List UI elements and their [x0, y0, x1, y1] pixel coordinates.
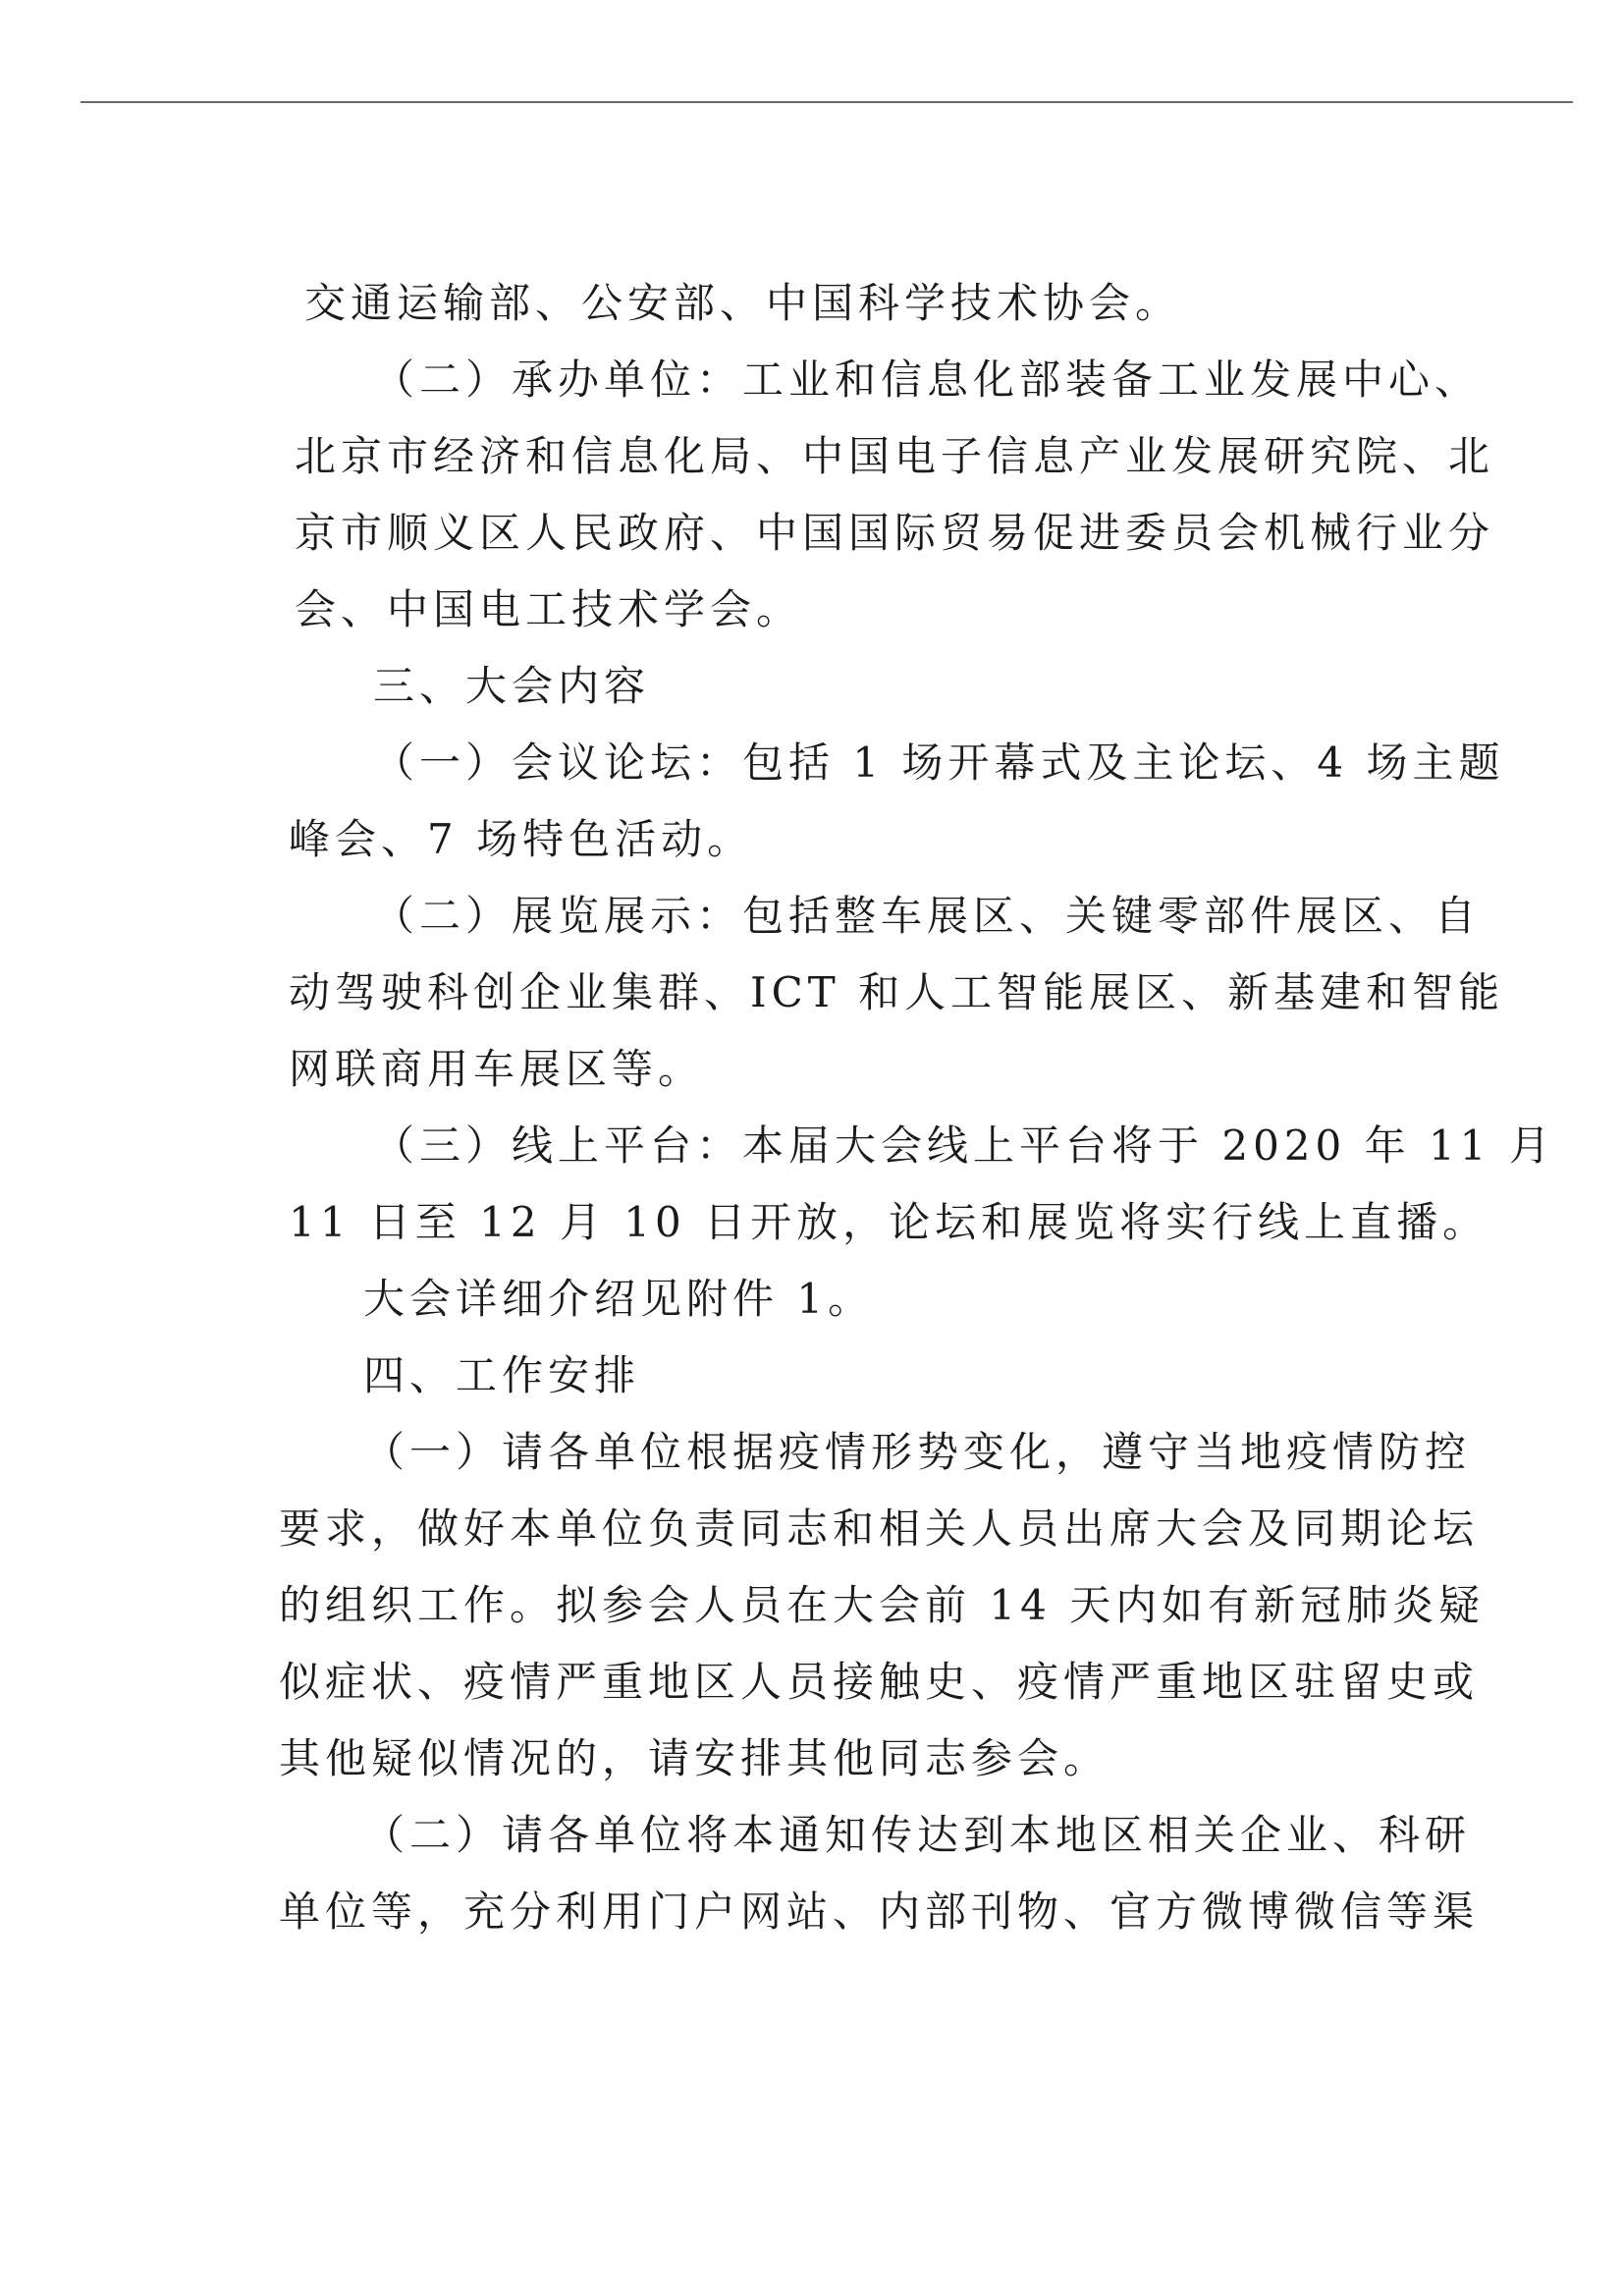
paragraph-line: 单位等，充分利用门户网站、内部刊物、官方微博微信等渠 [279, 1887, 1480, 1936]
paragraph-line: 峰会、7 场特色活动。 [289, 815, 754, 863]
header-rule [81, 101, 1573, 103]
paragraph-line: 会、中国电工技术学会。 [295, 585, 803, 633]
section-heading: 四、工作安排 [363, 1351, 641, 1399]
paragraph-line: （二）展览展示：包括整车展区、关键零部件展区、自 [373, 892, 1482, 940]
paragraph-line: （二）请各单位将本通知传达到本地区相关企业、科研 [363, 1811, 1472, 1859]
paragraph-line: 北京市经济和信息化局、中国电子信息产业发展研究院、北 [295, 432, 1495, 480]
paragraph-line: 要求，做好本单位负责同志和相关人员出席大会及同期论坛 [279, 1504, 1480, 1553]
section-heading: 三、大会内容 [373, 662, 651, 710]
paragraph-line: 的组织工作。拟参会人员在大会前 14 天内如有新冠肺炎疑 [279, 1581, 1486, 1629]
paragraph-line: 似症状、疫情严重地区人员接触史、疫情严重地区驻留史或 [279, 1658, 1480, 1706]
paragraph-line: 其他疑似情况的，请安排其他同志参会。 [279, 1734, 1110, 1782]
paragraph-line: 11 日至 12 月 10 日开放，论坛和展览将实行线上直播。 [289, 1198, 1489, 1246]
paragraph-line: （一）会议论坛：包括 1 场开幕式及主论坛、4 场主题 [373, 738, 1505, 787]
document-body [275, 265, 1555, 1950]
paragraph-line: 动驾驶科创企业集群、ICT 和人工智能展区、新基建和智能 [289, 968, 1505, 1016]
paragraph-line: 京市顺义区人民政府、中国国际贸易促进委员会机械行业分 [295, 509, 1495, 557]
paragraph-line: 大会详细介绍见附件 1。 [363, 1275, 875, 1323]
paragraph-line: （二）承办单位：工业和信息化部装备工业发展中心、 [373, 355, 1482, 404]
paragraph-line: （三）线上平台：本届大会线上平台将于 2020 年 11 月 [373, 1121, 1555, 1170]
paragraph-line: 网联商用车展区等。 [289, 1045, 705, 1093]
paragraph-line: 交通运输部、公安部、中国科学技术协会。 [304, 279, 1182, 327]
paragraph-line: （一）请各单位根据疫情形势变化，遵守当地疫情防控 [363, 1428, 1472, 1476]
